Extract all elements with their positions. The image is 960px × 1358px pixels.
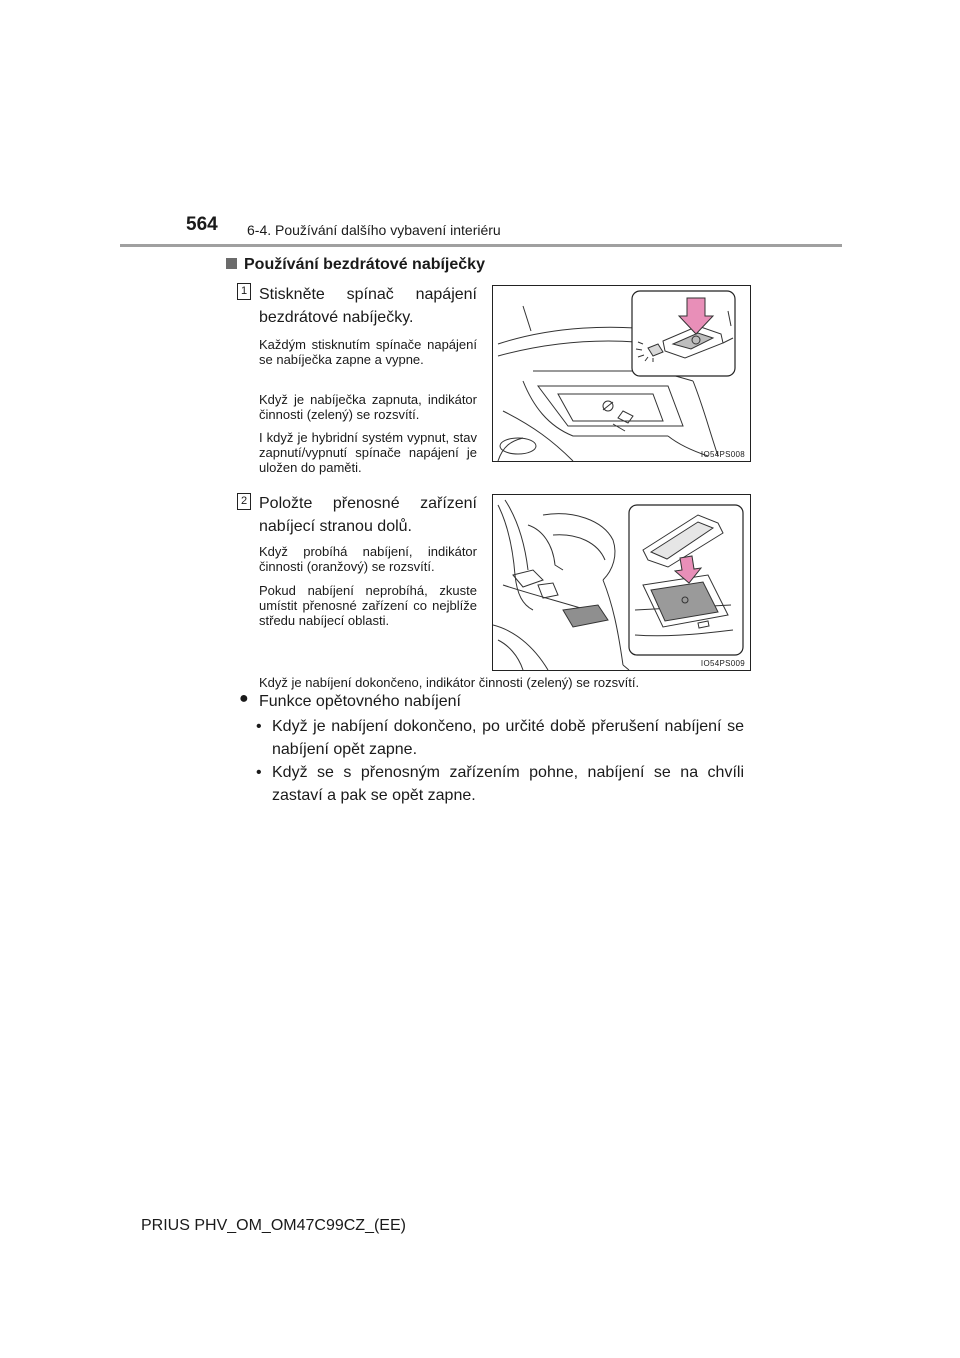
step-1-paragraph: Každým stisknutím spínače napájení se nabíječka zapne a vypne. xyxy=(259,337,477,367)
dot-bullet-icon: • xyxy=(256,718,262,735)
section-title: 6-4. Používání dalšího vybavení interiéru xyxy=(247,222,501,238)
figure-code: IO54PS009 xyxy=(700,659,745,668)
dot-bullet-icon: • xyxy=(256,764,262,781)
figure-place-device xyxy=(492,494,751,671)
section-heading-text: Používání bezdrátové nabíječky xyxy=(244,256,485,273)
header-rule xyxy=(120,244,842,247)
step-1-paragraph: I když je hybridní systém vypnut, stav zapnutí/vypnutí spínače napájení je uložen do paměti. xyxy=(259,430,477,475)
round-bullet-icon: ● xyxy=(239,690,249,707)
square-bullet-icon xyxy=(226,258,237,269)
step-number-2: 2 xyxy=(237,493,251,510)
step-number-1: 1 xyxy=(237,283,251,300)
step-2-paragraph: Pokud nabíjení neprobíhá, zkuste umístit přenosné zařízení co nejblíže středu nabíjecí oblasti. xyxy=(259,583,477,628)
place-device-illustration xyxy=(493,495,750,670)
step-1-paragraph: Když je nabíječka zapnuta, indikátor činnosti (zelený) se rozsvítí. xyxy=(259,392,477,422)
step-1-title: Stiskněte spínač napájení bezdrátové nabíječky. xyxy=(259,286,477,326)
figure-code: IO54PS008 xyxy=(700,450,745,459)
footer-document-code: PRIUS PHV_OM_OM47C99CZ_(EE) xyxy=(141,1217,406,1234)
step-2-paragraph: Když probíhá nabíjení, indikátor činnosti (oranžový) se rozsvítí. xyxy=(259,544,477,574)
step-2-title: Položte přenosné zařízení nabíjecí stranou dolů. xyxy=(259,495,477,535)
charging-done-note: Když je nabíjení dokončeno, indikátor činnosti (zelený) se rozsvítí. xyxy=(259,675,640,690)
section-heading xyxy=(226,256,485,274)
list-item: • Když se s přenosným zařízením pohne, nabíjení se na chvíli zastaví a pak se opět zapne. xyxy=(272,761,744,807)
page-number: 564 xyxy=(186,214,218,235)
figure-power-switch xyxy=(492,285,751,462)
function-title: Funkce opětovného nabíjení xyxy=(259,693,461,710)
list-item: • Když je nabíjení dokončeno, po určité době přerušení nabíjení se nabíjení opět zapne. xyxy=(272,715,744,761)
power-switch-illustration xyxy=(493,286,750,461)
